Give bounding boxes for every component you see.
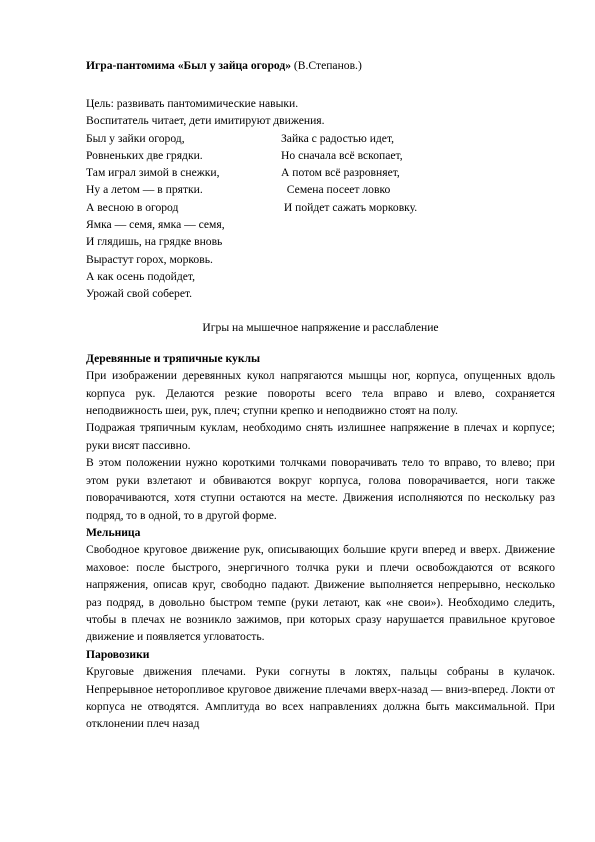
- subheading: Деревянные и тряпичные куклы: [86, 351, 261, 365]
- poem-line: И глядишь, на грядке вновь: [86, 235, 223, 249]
- section-mill: [86, 524, 555, 646]
- poem-left-line: Ровненьких две грядки.: [86, 148, 203, 162]
- document-title: [86, 58, 555, 73]
- poem-left-line: Там играл зимой в снежки,: [86, 166, 220, 180]
- poem-line: Ямка — семя, ямка — семя,: [86, 218, 225, 232]
- poem-row: [86, 181, 555, 198]
- poem-left-line: Был у зайки огород,: [86, 131, 185, 145]
- section-title: Игры на мышечное напряжение и расслабление: [202, 320, 439, 334]
- section-dolls: [86, 350, 555, 524]
- poem-left-line: Ну а летом — в прятки.: [86, 183, 203, 197]
- poem-line: Вырастут горох, морковь.: [86, 252, 213, 266]
- poem-line: А как осень подойдет,: [86, 269, 196, 283]
- instruction-line: Воспитатель читает, дети имитируют движения.: [86, 114, 325, 128]
- section-trains: [86, 646, 555, 733]
- paragraph: Круговые движения плечами. Руки согнуты в локтях, пальцы собраны в кулачок. Непрерывное неторопливое круговое движение плечами вверх-назад — вниз-вперед. Локти от корпуса не отводятся. Амплитуда во всех направлениях должна быть максимальной. При отклонении плеч назад: [86, 665, 555, 731]
- title-author: (В.Степанов.): [291, 59, 362, 72]
- poem-row: [86, 147, 555, 164]
- title-bold: Игра-пантомима «Был у зайца огород»: [86, 59, 292, 72]
- goal-line: Цель: развивать пантомимические навыки.: [86, 97, 299, 110]
- subheading: Мельница: [86, 525, 141, 539]
- paragraph: При изображении деревянных кукол напрягаются мышцы ног, корпуса, опущенных вдоль корпуса рук. Делаются резкие повороты всего тела вправо и влево, сохраняется неподвижность шеи, рук, плеч; ступни крепко и неподвижно стоят на полу.: [86, 369, 555, 418]
- poem-row: [86, 130, 555, 147]
- poem-right-line: Семена посеет ловко: [281, 183, 391, 197]
- poem-block: [86, 130, 555, 303]
- document-page: [86, 58, 555, 733]
- poem-right-line: Но сначала всё вскопает,: [281, 148, 403, 162]
- poem-left-line: А весною в огород: [86, 200, 179, 214]
- poem-right-line: А потом всё разровняет,: [281, 166, 400, 180]
- poem-row: [86, 199, 555, 216]
- poem-line: Урожай свой соберет.: [86, 287, 193, 301]
- poem-right-line: И пойдет сажать морковку.: [281, 200, 418, 214]
- poem-row: [86, 164, 555, 181]
- paragraph: В этом положении нужно короткими толчками поворачивать тело то вправо, то влево; при этом руки взлетают и обвиваются вокруг корпуса, голова поворачивается, ноги также поворачиваются, хотя ступни остаются на месте. Движения исполняются по нескольку раз подряд, то в одной, то в другой форме.: [86, 456, 555, 522]
- paragraph: Подражая тряпичным куклам, необходимо снять излишнее напряжение в плечах и корпусе; руки висят пассивно.: [86, 421, 555, 452]
- poem-right-line: Зайка с радостью идет,: [281, 131, 395, 145]
- subheading: Паровозики: [86, 647, 150, 661]
- paragraph: Свободное круговое движение рук, описывающих большие круги вперед и вверх. Движение маховое: после быстрого, энергичного толчка руки и плечи освобождаются от всякого напряжения, описав круг, свободно падают. Движение выполняется непрерывно, несколько раз подряд, в довольно быстром темпе (руки летают, как «не свои»). Необходимо следить, чтобы в плечах не возникло зажимов, при которых сразу нарушается правильное круговое движение и появляется угловатость.: [86, 543, 555, 644]
